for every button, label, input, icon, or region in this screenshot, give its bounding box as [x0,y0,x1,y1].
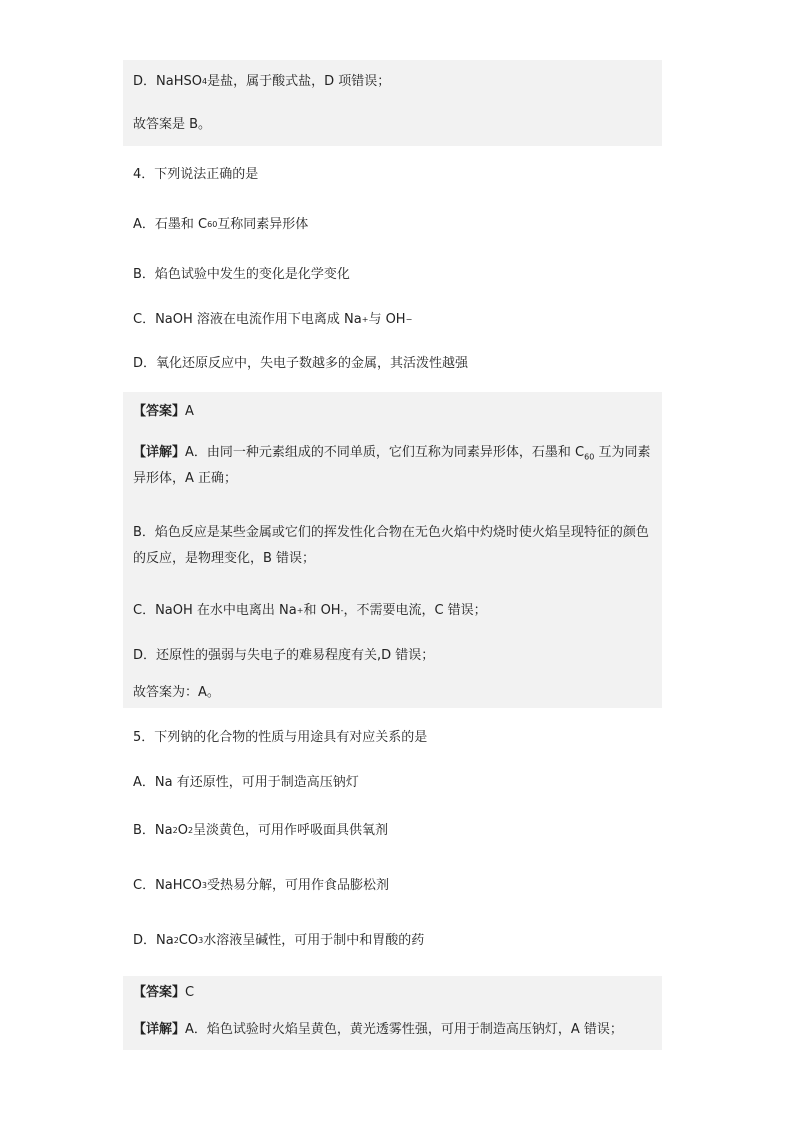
q3-answer-line: 故答案是 B。 [123,104,662,146]
q4-answer: 【答案】 A [123,392,662,432]
q5-option-d: D．Na 2 CO 3 水溶液呈碱性，可用于制中和胃酸的药 [133,933,425,948]
q5-stem: 5．下列钠的化合物的性质与用途具有对应关系的是 [133,730,428,745]
q4-detail-d: D．还原性的强弱与失电子的难易程度有关,D 错误； [123,634,662,678]
q4-detail-c: C．NaOH 在水中电离出 Na + 和 OH - ，不需要电流，C 错误； [123,588,662,634]
q5-option-a: A．Na 有还原性，可用于制造高压钠灯 [133,775,359,790]
q5-option-b: B．Na 2 O 2 呈淡黄色，可用作呼吸面具供氧剂 [133,823,389,838]
q4-detail-b: B．焰色反应是某些金属或它们的挥发性化合物在无色火焰中灼烧时使火焰呈现特征的颜色的反应，是物理变化，B 错误； [123,512,662,588]
q5-answer: 【答案】 C [123,976,662,1010]
q3-option-d-explanation: D． NaHSO 4 是盐，属于酸式盐，D 项错误； [123,60,662,104]
q4-answer-line: 故答案为：A。 [123,678,662,708]
q4-option-c: C．NaOH 溶液在电流作用下电离成 Na + 与 OH − [133,312,413,327]
q4-option-b: B．焰色试验中发生的变化是化学变化 [133,267,350,282]
q5-detail-a: 【详解】 A．焰色试验时火焰呈黄色，黄光透雾性强，可用于制造高压钠灯，A 错误； [123,1010,662,1050]
q4-option-d: D．氧化还原反应中，失电子数越多的金属，其活泼性越强 [133,356,469,371]
q5-option-c: C．NaHCO 3 受热易分解，可用作食品膨松剂 [133,878,389,893]
q4-option-a: A．石墨和 C 60 互称同素异形体 [133,217,309,232]
q4-detail-a: 【详解】A．由同一种元素组成的不同单质，它们互称为同素异形体，石墨和 $C_{60}$ 互为同素异形体，A 正确； [123,432,662,512]
q4-stem: 4．下列说法正确的是 [133,167,259,182]
